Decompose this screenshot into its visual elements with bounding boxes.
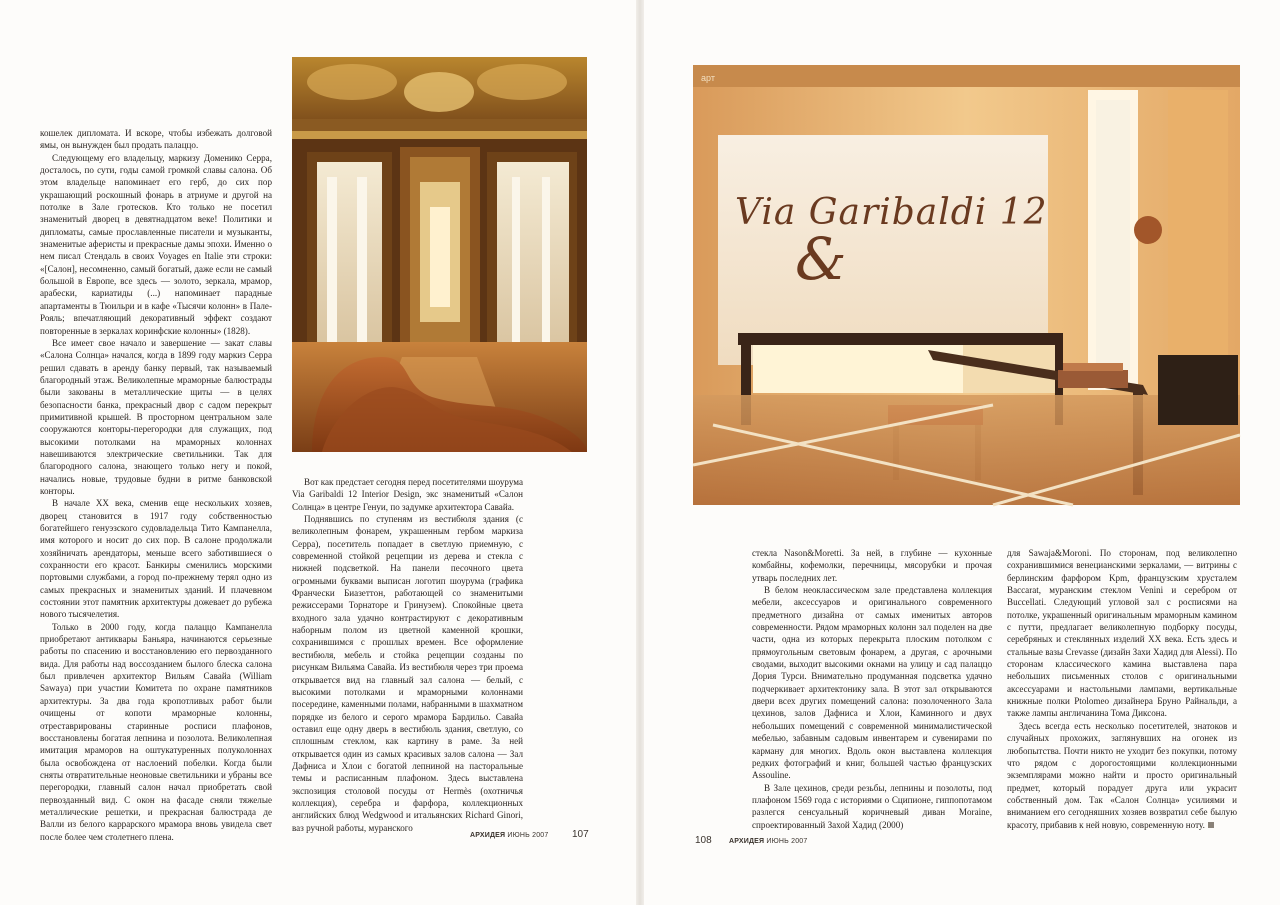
folio-left [470,832,548,839]
article-column-3 [752,547,992,847]
article-column-2 [292,476,523,833]
paragraph: стекла Nason&Moretti. За ней, в глубине — кухонные комбайны, кофемолки, перечницы, мясорубки и прочая утварь последних лет. [752,548,992,583]
page-gutter [636,0,644,905]
showroom-logo: Via Garibaldi 12 [735,192,1048,233]
folio-left-issue: ИЮНЬ 2007 [507,832,549,839]
article-column-4 [1007,547,1237,847]
page-number-right: 108 [695,835,712,846]
folio-right-issue: ИЮНЬ 2007 [766,838,808,845]
paragraph: Здесь всегда есть несколько посетителей, знатоков и случайных прохожих, заглянувших на огонек из любопытства. Почти никто не уходит без покупки, потому что рядом с дорогостоящими коллекционными экземплярами можно найти и просто оригинальный предмет, который порадует друга или украсит собственный дом. Так «Салон Солнца» усилиями и вниманием его сегодняшних хозяев возвратил себе былую красоту, прибавив к ней новую, современную ноту. [1007,720,1237,830]
paragraph: Вот как предстает сегодня перед посетителями шоурума Via Garibaldi 12 Interior Design, экс знаменитый «Салон Солнца» в центре Генуи, по задумке архитектора Савайа. [292,477,523,512]
page-number-left: 107 [572,829,589,840]
showroom-reception-photo [693,65,1240,505]
folio-left-magazine: АРХИДЕЯ [470,832,506,839]
paragraph: В Зале цехинов, среди резьбы, лепнины и позолоты, под плафоном 1569 года с историями о Сципионе, гиппопотамом разлегся сенсуальный коричневый диван Moraine, спроектированный Захой Хадид (2000) [752,782,992,830]
paragraph: В начале XX века, сменив еще нескольких хозяев, дворец становится в 1917 году собственностью богатейшего генуэзского судовладельца Тито Кампанелла, имя которого и носит до сих пор. В салоне продолжали хозяйничать арендаторы, меньше всего заботившиеся о сохранности его красот. Банкиры сменились морскими портовыми службами, а город по-прежнему терял одно из самых прекрасных и знаменитых зданий. И плачевном состоянии этот памятник архитектуры дожевает до рубежа нового тысячелетия. [40,498,272,620]
showroom-logo-ampersand: & [795,225,847,293]
paragraph: Следующему его владельцу, маркизу Доменико Серра, досталось, по сути, годы самой громкой славы салона. Об этом владельце напоминает его герб, до сих пор украшающий роскошный фонарь в атриуме и другой на потолке в Зале гротесков. Кто только не посетил знаменитый дворец в девятнадцатом веке! Политики и дипломаты, самые прославленные писатели и музыканты, знаменитые аферисты и прекрасные дамы эпохи. Именно о нем писал Стендаль в своих Voyages en Italie эти строки: «[Салон], несомненно, самый богатый, даже если не самый большой в Европе, все здесь — золото, зеркала, мрамор, арабески, кариатиды (...) напоминает парадные апартаменты в Тюильри и в кафе «Тысячи колонн» в Пале-Рояль; впечатляющий декоративный эффект создают повторенные в зеркалах коринфские колонны» (1828). [40,152,272,336]
article-column-1 [40,127,272,842]
paragraph: В белом неоклассическом зале представлена коллекция мебели, аксессуаров и оригинального современного предметного дизайна от самых именитых авторов современности. Рядом мраморных колонн зал поделен на две части, одна из которых перекрыта плоским потолком с прямоугольным световым фонарем, а другая, с арочными сводами, выходит высокими окнами на улицу и сад палаццо Дория Турси. Внимательно продуманная подсветка удачно подчеркивает архитектонику зала. В этот зал открываются двери всех других помещений салона: позолоченного Зала цехинов, залов Дафниса и Хлои, Каминного и двух небольших помещений с современной минималистической мебелью, забавным садовым инвентарем и сувенирами по карману для многих. Вдоль окон выставлена коллекция редких фотографий и книг, большей частью французских Assouline. [752,585,992,781]
paragraph: Все имеет свое начало и завершение — закат славы «Салона Солнца» начался, когда в 1899 году маркиз Серра решил сдавать в аренду банку первый, так называемый благородный этаж. Великолепные мраморные балюстрады были закованы в металлические щиты — в целях безопасности банка, прекрасный двор с садом перекрыт примитивной крышей. В просторном центральном зале сооружаются конторы-перегородки для служащих, под высокими потолками на мраморных колоннах навешиваются электрические светильники. Так для благородного салона, знающего только негу и покой, начались новые, трудовые будни в ритме банковской конторы. [40,337,272,496]
paragraph: для Sawaja&Moroni. По сторонам, под великолепно сохранившимися венецианскими зеркалами, — витрины с берлинским фарфором Kpm, французским хрусталем Baccarat, муранским стеклом Venini и серебром от Buccellati. Следующий угловой зал с росписями на потолке, украшенный оригинальным мраморным камином с путти, предлагает великолепную подборку посуды, серебряных и стеклянных изделий XX века. Есть здесь и стальные вазы Crevasse (дизайн Захи Хадид для Alessi). По сторонам классического камина выставлена пара небольших письменных столов с оригинальными аксессуарами и настольными лампами, вертикальные книжные полки Ptolomeo дизайнера Бруно Райнальди, а также лампы англичанина Тома Диксона. [1007,548,1237,719]
paragraph: Поднявшись по ступеням из вестибюля здания (с великолепным фонарем, украшенным гербом маркиза Серра), посетитель попадает в светлую приемную, с современной стойкой рецепции из дерева и стекла с нижней подсветкой. На панели песочного цвета огромными буквами выписан логотип шоурума (графика Франчески Биазеттон, работающей со знаменитыми режиссерами Торнаторе и Гринуэем). Спокойные цвета входного зала удачно контрастируют с декоративным наборным полом из цветной каменной крошки, сохранившимся с прошлых времен. Все оформление вестибюля, мебель и стойка рецепции созданы по рисункам Вильяма Савайа. Из вестибюля через три проема открывается вид на главный зал салона — белый, с высокими потолками и мраморными колоннами посередине, каменными полами, набранными в шахматном порядке из белого и серого мрамора Бардильо. Савайа оставил еще одну дверь в вестибюль здания, светлую, со сплошным стеклом, как картину в раме. За ней открывается один из самых красивых залов салона — Зал Дафниса и Хлои с богатой лепниной на пасторальные темы и расписанным плафоном. Здесь выставлена экспозиция столовой посуды от Hermès (охотничья коллекция), серебра и фарфора, коллекционных английских блюд Wedgwood и итальянских Richard Ginori, ваз ручной работы, муранского [292,514,523,833]
paragraph: кошелек дипломата. И вскоре, чтобы избежать долговой ямы, он вынужден был продать палаццо. [40,128,272,151]
showroom-illustration [693,65,1240,505]
palazzo-interior-illustration [292,57,587,452]
palazzo-interior-photo [292,57,587,452]
folio-right [729,838,807,845]
corner-mark: арт [701,73,715,83]
paragraph: Только в 2000 году, когда палаццо Кампанелла приобретают антиквары Баньяра, начинаются серьезные работы по спасению и восстановлению его первозданного вида. Для работы над воссозданием былого блеска салона был привлечен архитектор Вильям Савайа (William Sawaya) при участии Комитета по охране памятников архитектуры. За два года кропотливых работ были очищены от копоти мраморные колонны, отреставрированы старинные росписи плафонов, восстановлены богатая лепнина и позолота. Великолепная имитация мраморов на оштукатуренных полуколоннах была освобождена от наслоений побелки. Когда были сняты отвратительные неоновые светильники и убраны все перегородки, главный салон начал приобретать свой первозданный вид. С окон на фасаде сняли тяжелые металлические решетки, и прекрасная балюстрада де Валли из белого каррарского мрамора вновь увидела свет после более чем столетнего плена. [40,621,272,842]
folio-right-magazine: АРХИДЕЯ [729,838,765,845]
end-of-article-mark [1208,822,1214,828]
